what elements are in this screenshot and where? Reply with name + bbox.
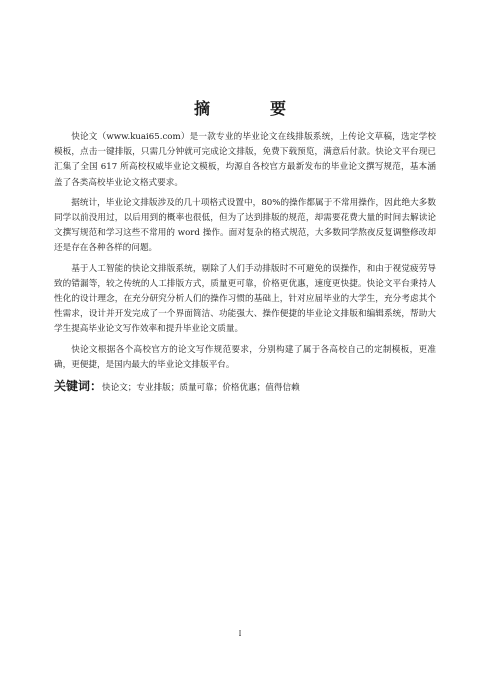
abstract-paragraph-2: 据统计，毕业论文排版涉及的几十项格式设置中，80%的操作都属于不常用操作，因此绝大多数同学以前没用过，以后用到的概率也很低，但为了达到排版的规范，却需要花费大量的时间去解读论文撰写规范和学习这些不常用的 word 操作。面对复杂的格式规范，大多数同学熬夜反复调整修改却还是存在各种各样的问题。 bbox=[54, 197, 436, 254]
keywords-label: 关键词： bbox=[54, 379, 103, 394]
keywords-list: 快论文；专业排版；质量可靠；价格优惠；值得信赖 bbox=[102, 383, 300, 394]
abstract-paragraph-1: 快论文（www.kuai65.com）是一款专业的毕业论文在线排版系统，上传论文草稿，选定学校模板，点击一键排版，只需几分钟就可完成论文排版，免费下载预览，满意后付款。快论文平台现已汇集了全国 617 所高校权威毕业论文模板，均源自各校官方最新发布的毕业论文撰写规范，基本涵盖了各类高校毕业论文格式要求。 bbox=[54, 132, 436, 188]
abstract-paragraph-3: 基于人工智能的快论文排版系统，剔除了人们手动排版时不可避免的误操作，和由于视觉疲劳导致的错漏等，较之传统的人工排版方式，质量更可靠，价格更优惠，速度更快捷。快论文平台秉持人性化的设计理念，在充分研究分析人们的操作习惯的基础上，针对应届毕业的大学生，充分考虑其个性需求，设计并开发完成了一个界面简洁、功能强大、操作便捷的毕业论文排版和编辑系统，帮助大学生提高毕业论文写作效率和提升毕业论文质量。 bbox=[54, 263, 436, 335]
abstract-paragraph-4: 快论文根据各个高校官方的论文写作规范要求，分别构建了属于各高校自己的定制模板，更准确，更便捷，是国内最大的毕业论文排版平台。 bbox=[54, 344, 436, 370]
abstract-title: 摘 要 bbox=[193, 99, 308, 118]
abstract-body bbox=[54, 130, 436, 396]
page-number: I bbox=[238, 630, 242, 638]
keywords-line bbox=[54, 379, 436, 396]
